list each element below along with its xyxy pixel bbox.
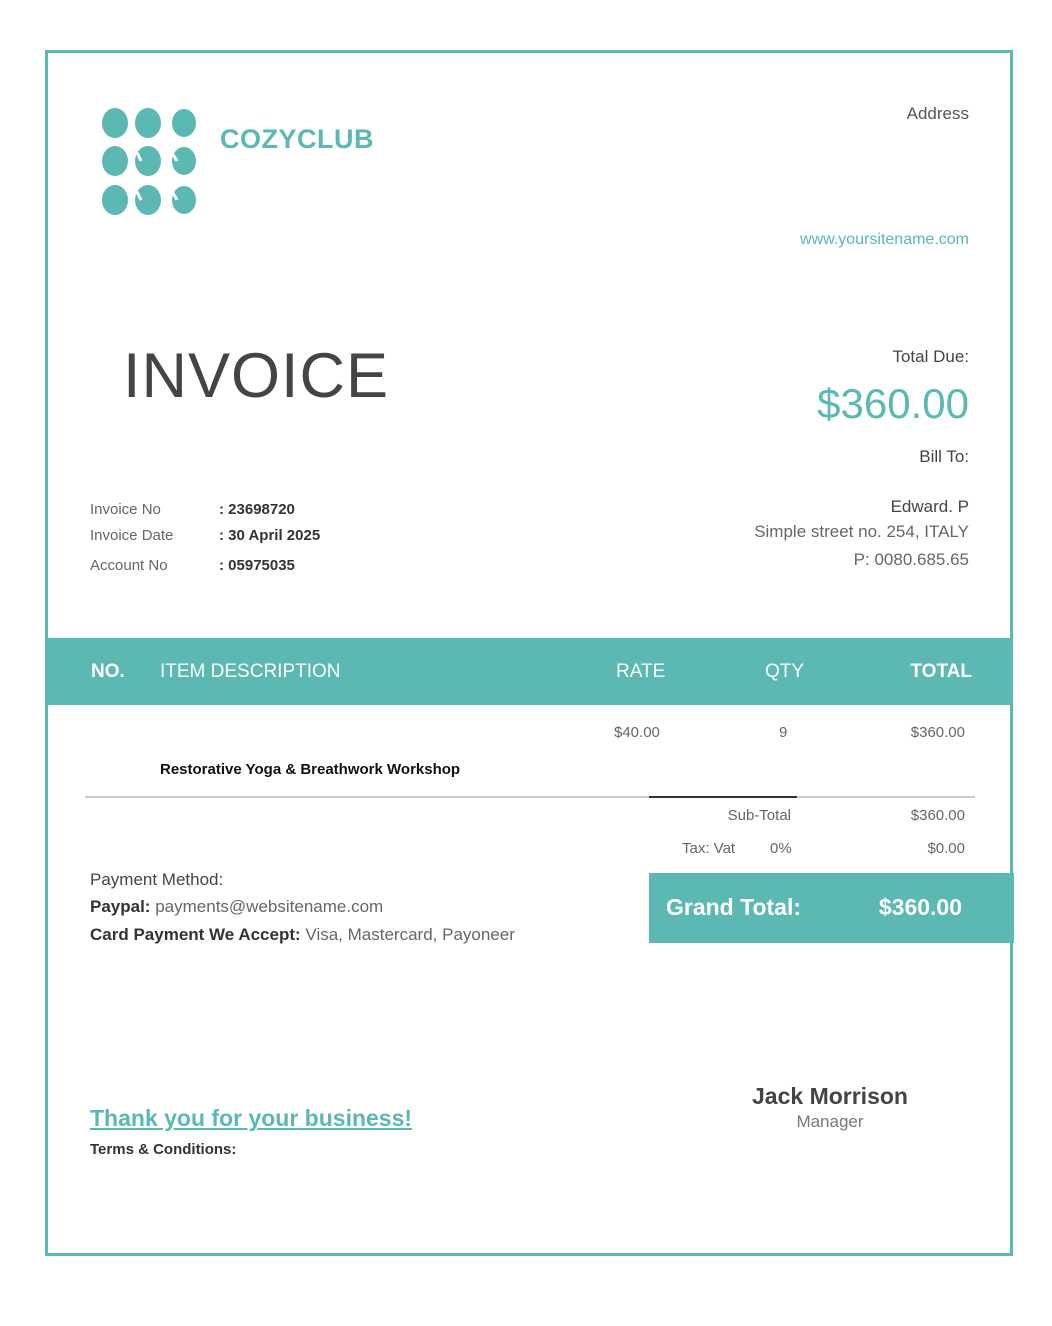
invoice-no-label: Invoice No [90,501,161,518]
item-description: Restorative Yoga & Breathwork Workshop [160,761,461,778]
card-payment-methods: Visa, Mastercard, Payoneer [305,925,515,944]
grand-total-value: $360.00 [878,894,962,920]
brand-name: COZYCLUB [220,124,374,154]
item-rate: $40.00 [614,724,660,741]
client-phone: P: 0080.685.65 [853,550,969,569]
header-qty: QTY [765,661,805,682]
header-description: ITEM DESCRIPTION [160,661,341,682]
thank-you-link[interactable]: Thank you for your business! [90,1105,413,1131]
client-street: Simple street no. 254, ITALY [754,522,969,541]
grand-total-label: Grand Total: [666,894,802,920]
total-due-label: Total Due: [892,347,969,366]
client-name: Edward. P [890,497,969,516]
header-rate: RATE [616,661,666,682]
paypal-label: Paypal: [90,897,151,916]
account-no-value: : 05975035 [219,557,295,574]
summary-divider [649,796,797,798]
total-due-amount: $360.00 [817,380,969,427]
invoice-title: INVOICE [123,341,390,411]
terms-label: Terms & Conditions: [90,1141,237,1158]
invoice-no-value: : 23698720 [219,501,295,518]
website-link[interactable]: www.yoursitename.com [800,231,969,248]
tax-rate: 0% [770,840,792,857]
tax-label: Tax: Vat [682,840,736,857]
tax-value: $0.00 [927,840,965,857]
invoice-date-value: : 30 April 2025 [219,527,321,544]
card-payment-label: Card Payment We Accept: [90,925,301,944]
item-total: $360.00 [910,724,965,741]
subtotal-value: $360.00 [910,807,965,824]
paypal-line [90,897,383,917]
account-no-label: Account No [90,557,168,574]
signer-role: Manager [796,1112,864,1131]
card-payment-line [90,925,515,945]
grand-total-box [649,873,1014,943]
address-label: Address [906,104,969,123]
header-total: TOTAL [910,661,972,682]
signer-name: Jack Morrison [752,1083,908,1109]
invoice-date-label: Invoice Date [90,527,174,544]
paypal-email: payments@websitename.com [155,897,384,916]
cozyclub-logo-icon [100,106,200,216]
subtotal-label: Sub-Total [727,807,791,824]
item-qty: 9 [779,724,788,741]
table-divider [85,796,975,798]
header-no: NO. [91,661,125,682]
bill-to-label: Bill To: [919,447,969,466]
items-table-header [48,638,1010,705]
payment-method-label: Payment Method: [90,870,224,889]
